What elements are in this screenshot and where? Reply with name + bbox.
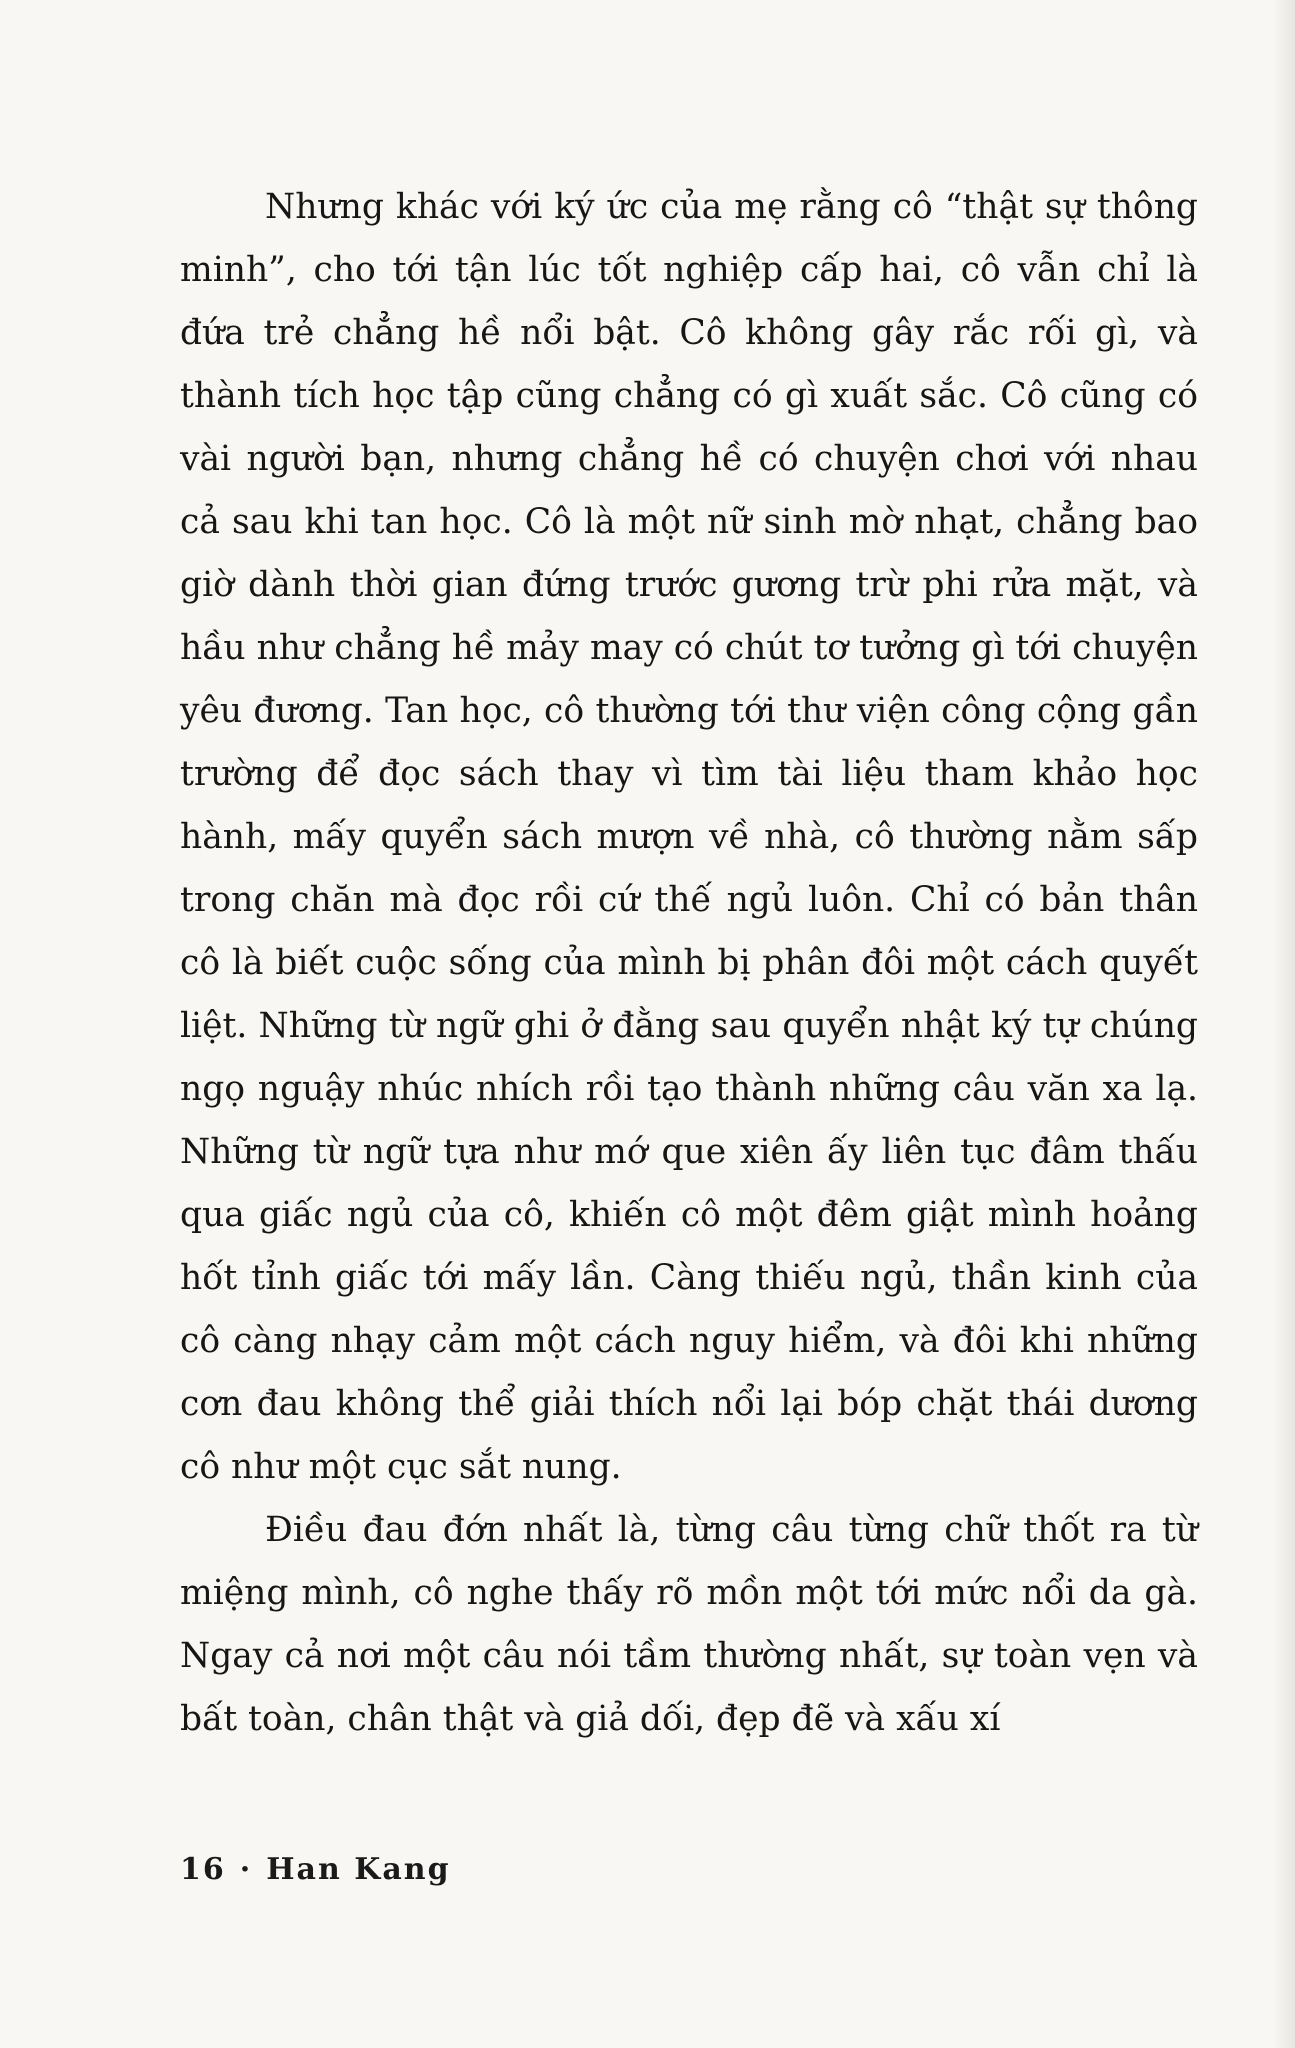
page-number: 16 — [180, 1852, 226, 1887]
footer-separator: · — [239, 1852, 253, 1887]
page-footer — [180, 1852, 451, 1887]
author-name: Han Kang — [266, 1852, 451, 1887]
body-text — [180, 176, 1198, 1751]
paragraph-2: Điều đau đớn nhất là, từng câu từng chữ thốt ra từ miệng mình, cô nghe thấy rõ mồn một tới mức nổi da gà. Ngay cả nơi một câu nói tầm thường nhất, sự toàn vẹn và bất toàn, chân thật và giả dối, đẹp đẽ và xấu xí — [180, 1510, 1198, 1739]
page-edge-shadow — [1273, 0, 1295, 2048]
paragraph-1: Nhưng khác với ký ức của mẹ rằng cô “thật sự thông minh”, cho tới tận lúc tốt nghiệp cấp hai, cô vẫn chỉ là đứa trẻ chẳng hề nổi bật. Cô không gây rắc rối gì, và thành tích học tập cũng chẳng có gì xuất sắc. Cô cũng có vài người bạn, nhưng chẳng hề có chuyện chơi với nhau cả sau khi tan học. Cô là một nữ sinh mờ nhạt, chẳng bao giờ dành thời gian đứng trước gương trừ phi rửa mặt, và hầu như chẳng hề mảy may có chút tơ tưởng gì tới chuyện yêu đương. Tan học, cô thường tới thư viện công cộng gần trường để đọc sách thay vì tìm tài liệu tham khảo học hành, mấy quyển sách mượn về nhà, cô thường nằm sấp trong chăn mà đọc rồi cứ thế ngủ luôn. Chỉ có bản thân cô là biết cuộc sống của mình bị phân đôi một cách quyết liệt. Những từ ngữ ghi ở đằng sau quyển nhật ký tự chúng ngọ nguậy nhúc nhích rồi tạo thành những câu văn xa lạ. Những từ ngữ tựa như mớ que xiên ấy liên tục đâm thấu qua giấc ngủ của cô, khiến cô một đêm giật mình hoảng hốt tỉnh giấc tới mấy lần. Càng thiếu ngủ, thần kinh của cô càng nhạy cảm một cách nguy hiểm, và đôi khi những cơn đau không thể giải thích nổi lại bóp chặt thái dương cô như một cục sắt nung. — [180, 187, 1198, 1487]
